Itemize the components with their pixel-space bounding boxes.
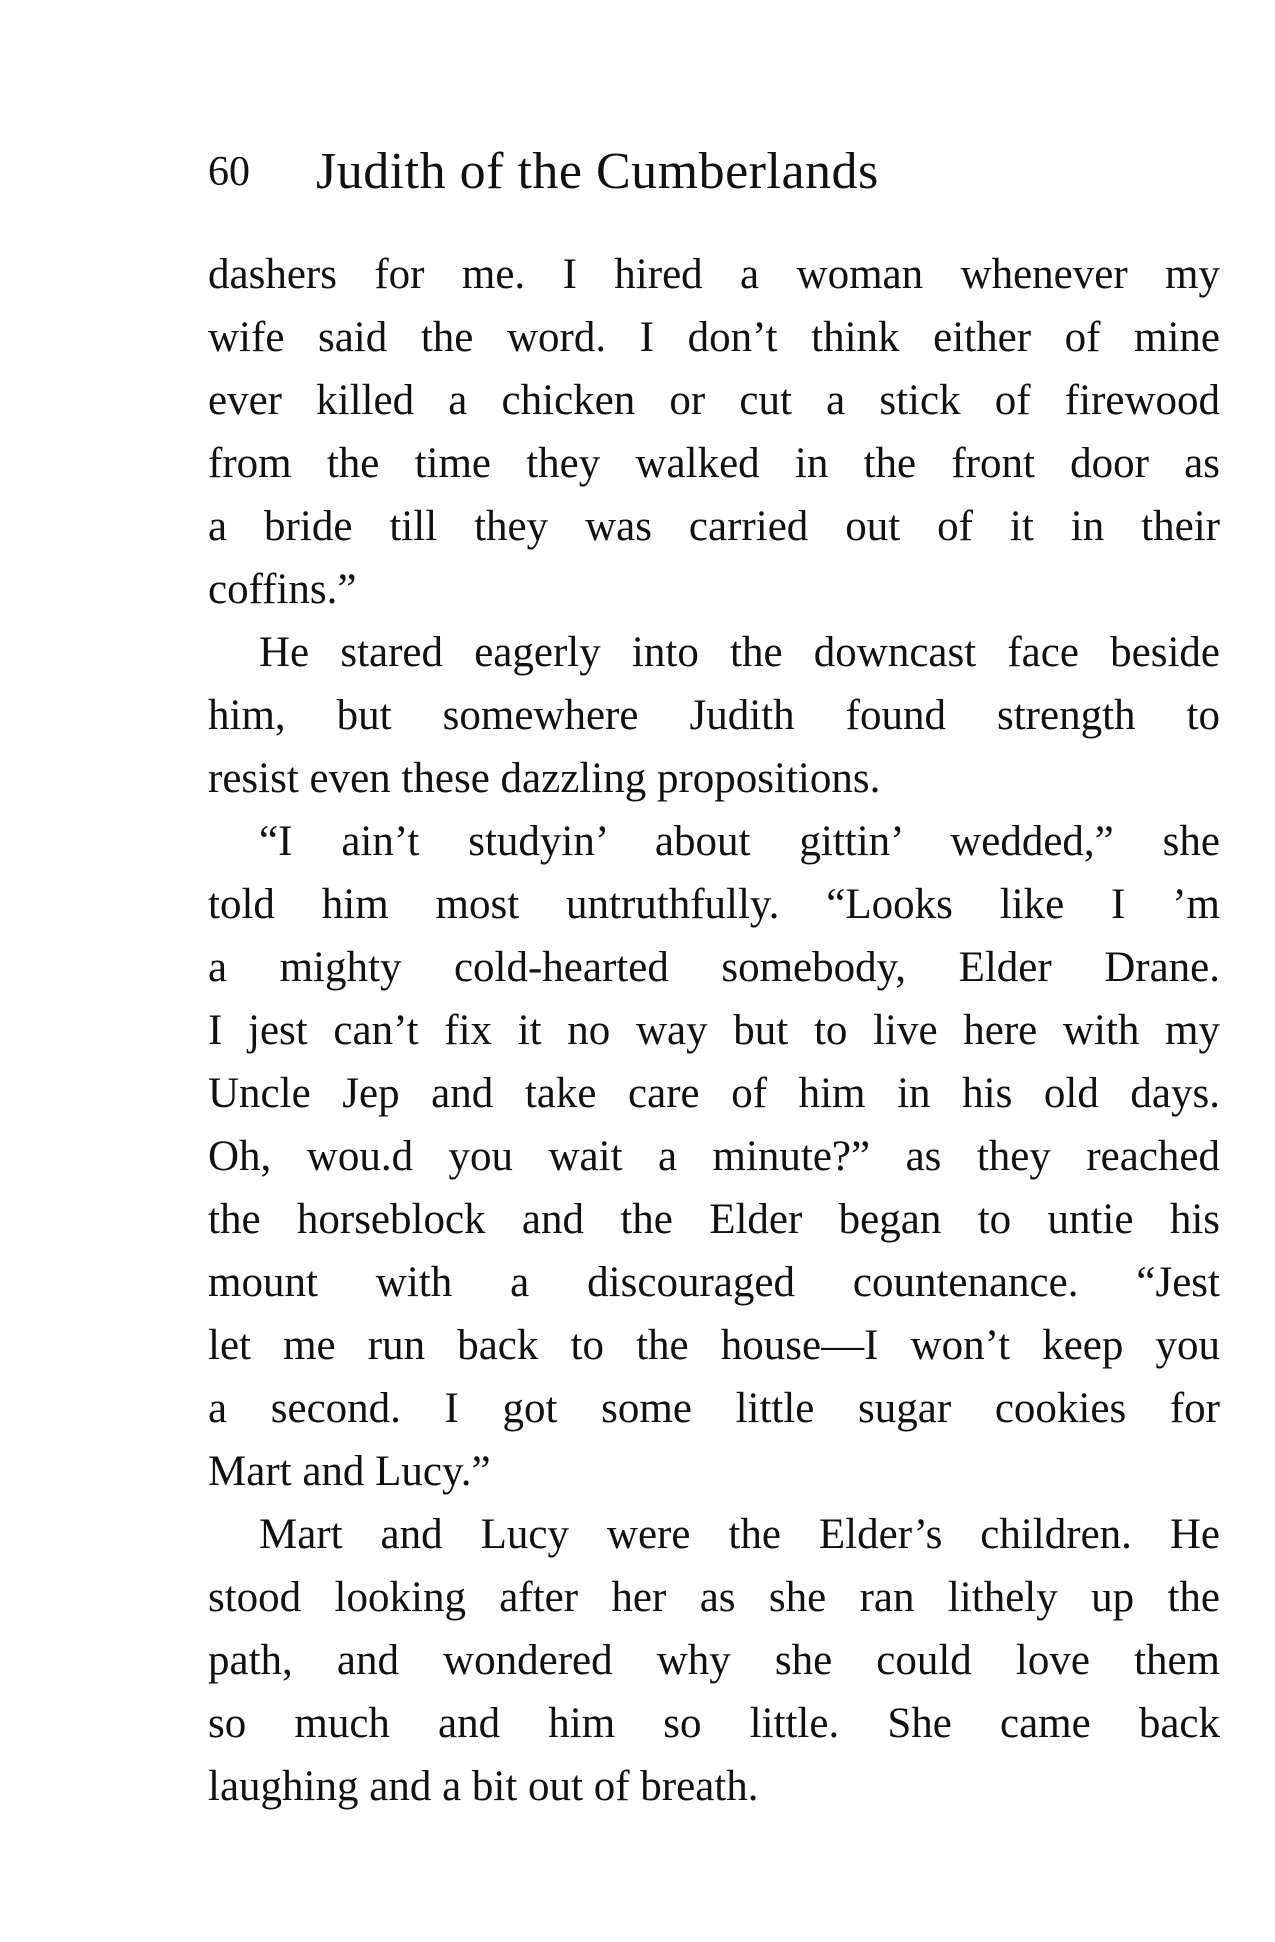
text-line: He stared eagerly into the downcast face beside <box>259 629 1220 676</box>
paragraph <box>208 243 1220 621</box>
text-line: a second. I got some little sugar cookies for <box>208 1385 1220 1432</box>
text-line: Mart and Lucy were the Elder’s children. He <box>259 1511 1220 1558</box>
text-line: Mart and Lucy.” <box>208 1448 491 1495</box>
text-line: I jest can’t fix it no way but to live here with my <box>208 1007 1220 1054</box>
text-line: let me run back to the house—I won’t keep you <box>208 1322 1220 1369</box>
running-header <box>208 137 1068 207</box>
text-line: mount with a discouraged countenance. “Jest <box>208 1259 1220 1306</box>
body-text <box>208 243 1220 1818</box>
text-line: a mighty cold-hearted somebody, Elder Drane. <box>208 944 1220 991</box>
text-line: told him most untruthfully. “Looks like I ’m <box>208 881 1220 928</box>
text-line: the horseblock and the Elder began to untie his <box>208 1196 1220 1243</box>
text-line: Oh, wou.d you wait a minute?” as they reached <box>208 1133 1220 1180</box>
text-line: “I ain’t studyin’ about gittin’ wedded,” she <box>259 818 1220 865</box>
page-number: 60 <box>208 149 250 195</box>
paragraph <box>208 810 1220 1503</box>
text-line: coffins.” <box>208 566 357 613</box>
text-line: stood looking after her as she ran lithely up the <box>208 1574 1220 1621</box>
text-line: dashers for me. I hired a woman whenever my <box>208 251 1220 298</box>
text-line: wife said the word. I don’t think either of mine <box>208 314 1220 361</box>
text-line: ever killed a chicken or cut a stick of firewood <box>208 377 1220 424</box>
text-line: path, and wondered why she could love them <box>208 1637 1220 1684</box>
paragraph <box>208 1503 1220 1818</box>
text-line: resist even these dazzling propositions. <box>208 755 881 802</box>
text-line: so much and him so little. She came back <box>208 1700 1220 1747</box>
text-line: from the time they walked in the front door as <box>208 440 1220 487</box>
running-title: Judith of the Cumberlands <box>316 143 879 200</box>
text-line: him, but somewhere Judith found strength to <box>208 692 1220 739</box>
text-line: Uncle Jep and take care of him in his old days. <box>208 1070 1220 1117</box>
text-line: a bride till they was carried out of it in their <box>208 503 1220 550</box>
text-line: laughing and a bit out of breath. <box>208 1763 759 1810</box>
paragraph <box>208 621 1220 810</box>
